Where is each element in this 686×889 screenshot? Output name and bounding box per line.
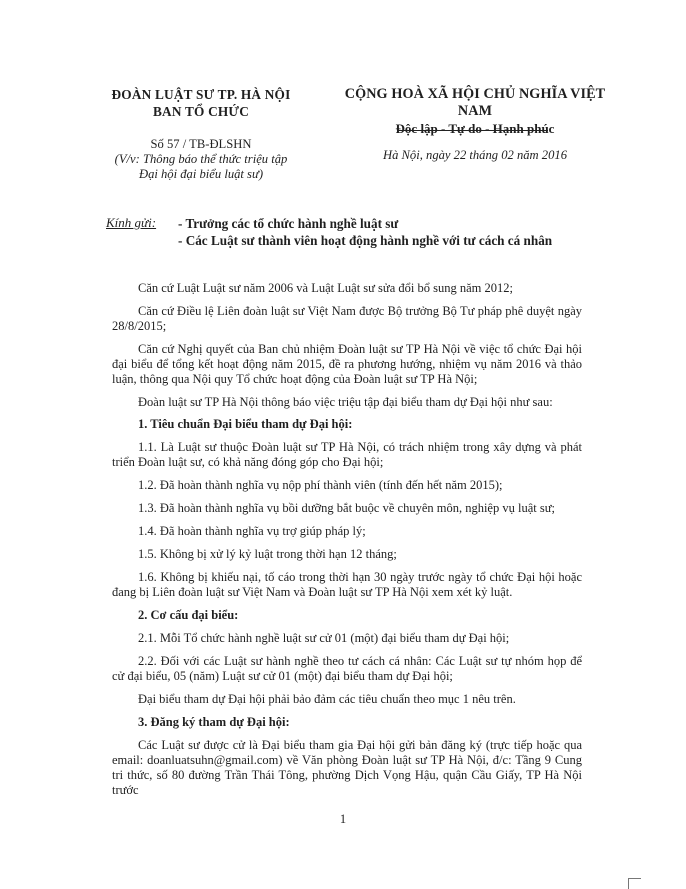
section-1-heading: 1. Tiêu chuẩn Đại biểu tham dự Đại hội: [138, 417, 353, 431]
recipient-1: - Trưởng các tổ chức hành nghề luật sư [178, 216, 399, 231]
basis-paragraph-2: Căn cứ Điều lệ Liên đoàn luật sư Việt Nam được Bộ trưởng Bộ Tư pháp phê duyệt ngày 28/8/2015; [112, 304, 582, 333]
basis-paragraph-3: Căn cứ Nghị quyết của Ban chủ nhiệm Đoàn luật sư TP Hà Nội về việc tổ chức Đại hội đại biểu để tổng kết hoạt động năm 2015, đề ra phương hướng, nhiệm vụ năm 2016 và thảo luận, thông qua Nội quy Tổ chức hoạt động của Đoàn luật sư TP Hà Nội; [112, 342, 582, 386]
criterion-1-4: 1.4. Đã hoàn thành nghĩa vụ trợ giúp pháp lý; [138, 524, 366, 538]
document-number: Số 57 / TB-ĐLSHN [150, 137, 252, 151]
criterion-1-1: 1.1. Là Luật sư thuộc Đoàn luật sư TP Hà Nội, có trách nhiệm trong xây dựng và phát triển Đoàn luật sư, có khả năng đóng góp cho Đại hội; [112, 440, 582, 469]
basis-paragraph-1: Căn cứ Luật Luật sư năm 2006 và Luật Luật sư sửa đổi bổ sung năm 2012; [138, 281, 513, 295]
structure-2-1: 2.1. Mỗi Tổ chức hành nghề luật sư cử 01 (một) đại biểu tham dự Đại hội; [138, 631, 510, 645]
section-3-heading: 3. Đăng ký tham dự Đại hội: [138, 715, 290, 729]
scan-corner-mark [628, 878, 641, 889]
document-body [112, 281, 582, 806]
national-motto: Độc lập - Tự do - Hạnh phúc [395, 121, 555, 136]
recipients-list [178, 215, 638, 249]
structure-2-2: 2.2. Đối với các Luật sư hành nghề theo tư cách cá nhân: Các Luật sư tự nhóm họp để cử đại biểu, 05 (năm) Luật sư cử 01 (một) đại biểu tham dự Đại hội; [112, 654, 582, 683]
criterion-1-5: 1.5. Không bị xử lý kỷ luật trong thời hạn 12 tháng; [138, 547, 397, 561]
criterion-1-6: 1.6. Không bị khiếu nại, tố cáo trong thời hạn 30 ngày trước ngày tổ chức Đại hội hoặc đang bị Liên đoàn luật sư Việt Nam và Đoàn luật sư TP Hà Nội xem xét kỷ luật. [112, 570, 582, 599]
recipient-2: - Các Luật sư thành viên hoạt động hành nghề với tư cách cá nhân [178, 233, 553, 248]
nation-title: CỘNG HOÀ XÃ HỘI CHỦ NGHĨA VIỆT NAM [344, 86, 606, 119]
issuer-name: ĐOÀN LUẬT SƯ TP. HÀ NỘI [111, 87, 291, 102]
section-2-heading: 2. Cơ cấu đại biểu: [138, 608, 239, 622]
document-date: Hà Nội, ngày 22 tháng 02 năm 2016 [382, 148, 567, 162]
subject-line-2: Đại hội đại biểu luật sư) [138, 167, 264, 181]
structure-note: Đại biểu tham dự Đại hội phải bảo đảm các tiêu chuẩn theo mục 1 nêu trên. [138, 692, 516, 706]
document-reference [96, 137, 306, 182]
criterion-1-3: 1.3. Đã hoàn thành nghĩa vụ bồi dưỡng bắt buộc về chuyên môn, nghiệp vụ luật sư; [138, 501, 555, 515]
motto-underline [398, 130, 548, 131]
issuer-department: BAN TỔ CHỨC [152, 104, 250, 119]
page-number: 1 [339, 812, 347, 826]
issuer-header [96, 86, 306, 120]
recipients-label: Kính gửi: [106, 215, 157, 230]
registration-paragraph: Các Luật sư được cử là Đại biểu tham gia Đại hội gửi bản đăng ký (trực tiếp hoặc qua email: doanluatsuhn@gmail.com) về Văn phòng Đoàn luật sư TP Hà Nội, đ/c: Tầng 9 Cung tri thức, số 80 đường Trần Thái Tông, phường Dịch Vọng Hậu, quận Cầu Giấy, TP Hà Nội trước [112, 738, 582, 797]
subject-line-1: (V/v: Thông báo thể thức triệu tập [114, 152, 288, 166]
criterion-1-2: 1.2. Đã hoàn thành nghĩa vụ nộp phí thành viên (tính đến hết năm 2015); [138, 478, 503, 492]
announcement-paragraph: Đoàn luật sư TP Hà Nội thông báo việc triệu tập đại biểu tham dự Đại hội như sau: [138, 395, 553, 409]
